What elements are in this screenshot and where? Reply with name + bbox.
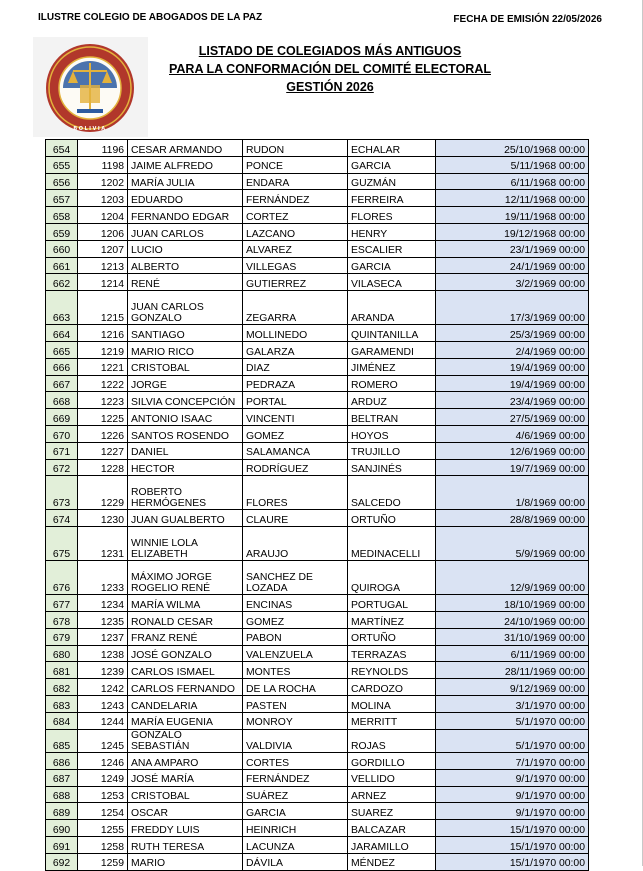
first-names-cell: ANA AMPARO (128, 752, 243, 769)
table-row (46, 679, 589, 696)
first-names-cell: FREDDY LUIS (128, 820, 243, 837)
maternal-surname-cell: ROMERO (348, 375, 436, 392)
first-names-cell: SILVIA CONCEPCIÓN (128, 392, 243, 409)
table-row (46, 190, 589, 207)
paternal-surname-cell: ALVAREZ (243, 240, 348, 257)
table-row (46, 662, 589, 679)
maternal-surname-cell: MARTÍNEZ (348, 611, 436, 628)
organization-name: ILUSTRE COLEGIO DE ABOGADOS DE LA PAZ (38, 12, 263, 23)
registration-date-cell: 24/1/1969 00:00 (436, 257, 589, 274)
row-number-cell: 679 (46, 628, 78, 645)
paternal-surname-cell: FERNÁNDEZ (243, 190, 348, 207)
table-row (46, 392, 589, 409)
row-number-cell: 687 (46, 769, 78, 786)
first-names-cell: RUTH TERESA (128, 836, 243, 853)
table-row (46, 836, 589, 853)
member-code-cell: 1225 (78, 409, 128, 426)
first-names-cell: FRANZ RENÉ (128, 628, 243, 645)
table-row (46, 274, 589, 291)
table-row (46, 561, 589, 595)
paternal-surname-cell: PABON (243, 628, 348, 645)
member-code-cell: 1245 (78, 729, 128, 752)
row-number-cell: 663 (46, 291, 78, 325)
first-names-cell: JORGE (128, 375, 243, 392)
table-row (46, 173, 589, 190)
row-number-cell: 664 (46, 325, 78, 342)
maternal-surname-cell: ORTUÑO (348, 628, 436, 645)
member-code-cell: 1235 (78, 611, 128, 628)
row-number-cell: 690 (46, 820, 78, 837)
first-names-cell: GONZALO SEBASTIÁN (128, 729, 243, 752)
member-code-cell: 1230 (78, 510, 128, 527)
maternal-surname-cell: TERRAZAS (348, 645, 436, 662)
registration-date-cell: 19/12/1968 00:00 (436, 223, 589, 240)
row-number-cell: 659 (46, 223, 78, 240)
member-code-cell: 1204 (78, 207, 128, 224)
registration-date-cell: 24/10/1969 00:00 (436, 611, 589, 628)
member-code-cell: 1202 (78, 173, 128, 190)
maternal-surname-cell: ARNEZ (348, 786, 436, 803)
row-number-cell: 662 (46, 274, 78, 291)
maternal-surname-cell: REYNOLDS (348, 662, 436, 679)
member-code-cell: 1244 (78, 712, 128, 729)
maternal-surname-cell: TRUJILLO (348, 442, 436, 459)
registration-date-cell: 28/8/1969 00:00 (436, 510, 589, 527)
row-number-cell: 685 (46, 729, 78, 752)
registration-date-cell: 12/11/1968 00:00 (436, 190, 589, 207)
registration-date-cell: 6/11/1968 00:00 (436, 173, 589, 190)
maternal-surname-cell: MERRITT (348, 712, 436, 729)
paternal-surname-cell: DE LA ROCHA (243, 679, 348, 696)
row-number-cell: 666 (46, 358, 78, 375)
member-code-cell: 1239 (78, 662, 128, 679)
registration-date-cell: 3/2/1969 00:00 (436, 274, 589, 291)
registration-date-cell: 15/1/1970 00:00 (436, 836, 589, 853)
maternal-surname-cell: ECHALAR (348, 140, 436, 157)
maternal-surname-cell: MÉNDEZ (348, 853, 436, 870)
paternal-surname-cell: GOMEZ (243, 611, 348, 628)
row-number-cell: 684 (46, 712, 78, 729)
first-names-cell: MÁXIMO JORGE ROGELIO RENÉ (128, 561, 243, 595)
registration-date-cell: 15/1/1970 00:00 (436, 853, 589, 870)
row-number-cell: 658 (46, 207, 78, 224)
paternal-surname-cell: PASTEN (243, 695, 348, 712)
paternal-surname-cell: SANCHEZ DE LOZADA (243, 561, 348, 595)
first-names-cell: MARIO (128, 853, 243, 870)
member-code-cell: 1231 (78, 527, 128, 561)
row-number-cell: 680 (46, 645, 78, 662)
row-number-cell: 661 (46, 257, 78, 274)
row-number-cell: 669 (46, 409, 78, 426)
paternal-surname-cell: FLORES (243, 476, 348, 510)
registration-date-cell: 23/4/1969 00:00 (436, 392, 589, 409)
member-code-cell: 1238 (78, 645, 128, 662)
registration-date-cell: 3/1/1970 00:00 (436, 695, 589, 712)
registration-date-cell: 19/4/1969 00:00 (436, 358, 589, 375)
table-row (46, 358, 589, 375)
first-names-cell: EDUARDO (128, 190, 243, 207)
first-names-cell: CARLOS ISMAEL (128, 662, 243, 679)
member-code-cell: 1223 (78, 392, 128, 409)
first-names-cell: DANIEL (128, 442, 243, 459)
paternal-surname-cell: LAZCANO (243, 223, 348, 240)
paternal-surname-cell: PORTAL (243, 392, 348, 409)
maternal-surname-cell: VILASECA (348, 274, 436, 291)
row-number-cell: 668 (46, 392, 78, 409)
row-number-cell: 677 (46, 595, 78, 612)
first-names-cell: CANDELARIA (128, 695, 243, 712)
first-names-cell: LUCIO (128, 240, 243, 257)
paternal-surname-cell: CORTEZ (243, 207, 348, 224)
registration-date-cell: 17/3/1969 00:00 (436, 291, 589, 325)
table-row (46, 628, 589, 645)
paternal-surname-cell: MOLLINEDO (243, 325, 348, 342)
paternal-surname-cell: SUÁREZ (243, 786, 348, 803)
row-number-cell: 670 (46, 425, 78, 442)
table-row (46, 786, 589, 803)
table-row (46, 476, 589, 510)
maternal-surname-cell: ESCALIER (348, 240, 436, 257)
table-row (46, 341, 589, 358)
maternal-surname-cell: HENRY (348, 223, 436, 240)
maternal-surname-cell: ARANDA (348, 291, 436, 325)
paternal-surname-cell: DÁVILA (243, 853, 348, 870)
table-row (46, 752, 589, 769)
table-row (46, 510, 589, 527)
member-code-cell: 1219 (78, 341, 128, 358)
first-names-cell: JUAN CARLOS GONZALO (128, 291, 243, 325)
registration-date-cell: 31/10/1969 00:00 (436, 628, 589, 645)
member-code-cell: 1229 (78, 476, 128, 510)
row-number-cell: 692 (46, 853, 78, 870)
registration-date-cell: 23/1/1969 00:00 (436, 240, 589, 257)
first-names-cell: CRISTOBAL (128, 786, 243, 803)
row-number-cell: 656 (46, 173, 78, 190)
table-row (46, 409, 589, 426)
maternal-surname-cell: MOLINA (348, 695, 436, 712)
table-row (46, 207, 589, 224)
registration-date-cell: 9/1/1970 00:00 (436, 803, 589, 820)
row-number-cell: 683 (46, 695, 78, 712)
maternal-surname-cell: PORTUGAL (348, 595, 436, 612)
table-row (46, 769, 589, 786)
member-code-cell: 1222 (78, 375, 128, 392)
first-names-cell: CRISTOBAL (128, 358, 243, 375)
first-names-cell: WINNIE LOLA ELIZABETH (128, 527, 243, 561)
first-names-cell: SANTOS ROSENDO (128, 425, 243, 442)
table-row (46, 140, 589, 157)
row-number-cell: 667 (46, 375, 78, 392)
maternal-surname-cell: JARAMILLO (348, 836, 436, 853)
table-row (46, 325, 589, 342)
paternal-surname-cell: CORTES (243, 752, 348, 769)
first-names-cell: RENÉ (128, 274, 243, 291)
first-names-cell: ANTONIO ISAAC (128, 409, 243, 426)
seal-text-bottom: BOLIVIA (73, 126, 107, 132)
member-code-cell: 1207 (78, 240, 128, 257)
row-number-cell: 681 (46, 662, 78, 679)
paternal-surname-cell: VINCENTI (243, 409, 348, 426)
table-row (46, 712, 589, 729)
registration-date-cell: 1/8/1969 00:00 (436, 476, 589, 510)
paternal-surname-cell: ENDARA (243, 173, 348, 190)
registration-date-cell: 7/1/1970 00:00 (436, 752, 589, 769)
registration-date-cell: 9/1/1970 00:00 (436, 786, 589, 803)
first-names-cell: FERNANDO EDGAR (128, 207, 243, 224)
paternal-surname-cell: MONROY (243, 712, 348, 729)
maternal-surname-cell: ORTUÑO (348, 510, 436, 527)
row-number-cell: 654 (46, 140, 78, 157)
member-code-cell: 1255 (78, 820, 128, 837)
row-number-cell: 689 (46, 803, 78, 820)
maternal-surname-cell: QUINTANILLA (348, 325, 436, 342)
paternal-surname-cell: DIAZ (243, 358, 348, 375)
row-number-cell: 672 (46, 459, 78, 476)
members-table (45, 139, 589, 871)
member-code-cell: 1249 (78, 769, 128, 786)
member-code-cell: 1206 (78, 223, 128, 240)
maternal-surname-cell: BALCAZAR (348, 820, 436, 837)
issue-date: FECHA DE EMISIÓN 22/05/2026 (453, 14, 602, 25)
bar-association-seal (33, 37, 148, 137)
paternal-surname-cell: RODRÍGUEZ (243, 459, 348, 476)
row-number-cell: 691 (46, 836, 78, 853)
registration-date-cell: 15/1/1970 00:00 (436, 820, 589, 837)
row-number-cell: 674 (46, 510, 78, 527)
member-code-cell: 1258 (78, 836, 128, 853)
maternal-surname-cell: GUZMÁN (348, 173, 436, 190)
table-row (46, 442, 589, 459)
registration-date-cell: 9/1/1970 00:00 (436, 769, 589, 786)
maternal-surname-cell: FLORES (348, 207, 436, 224)
member-code-cell: 1242 (78, 679, 128, 696)
registration-date-cell: 18/10/1969 00:00 (436, 595, 589, 612)
table-row (46, 223, 589, 240)
paternal-surname-cell: GARCIA (243, 803, 348, 820)
title-line-3: GESTIÓN 2026 (286, 80, 374, 94)
table-row (46, 820, 589, 837)
table-row (46, 375, 589, 392)
registration-date-cell: 6/11/1969 00:00 (436, 645, 589, 662)
paternal-surname-cell: RUDON (243, 140, 348, 157)
row-number-cell: 673 (46, 476, 78, 510)
member-code-cell: 1234 (78, 595, 128, 612)
member-code-cell: 1226 (78, 425, 128, 442)
first-names-cell: HECTOR (128, 459, 243, 476)
maternal-surname-cell: ARDUZ (348, 392, 436, 409)
table-row (46, 459, 589, 476)
row-number-cell: 688 (46, 786, 78, 803)
member-code-cell: 1246 (78, 752, 128, 769)
paternal-surname-cell: GUTIERREZ (243, 274, 348, 291)
paternal-surname-cell: MONTES (243, 662, 348, 679)
registration-date-cell: 27/5/1969 00:00 (436, 409, 589, 426)
member-code-cell: 1253 (78, 786, 128, 803)
member-code-cell: 1215 (78, 291, 128, 325)
first-names-cell: MARIO RICO (128, 341, 243, 358)
member-code-cell: 1233 (78, 561, 128, 595)
first-names-cell: MARÍA JULIA (128, 173, 243, 190)
table-row (46, 156, 589, 173)
first-names-cell: OSCAR (128, 803, 243, 820)
table-row (46, 645, 589, 662)
first-names-cell: ALBERTO (128, 257, 243, 274)
row-number-cell: 678 (46, 611, 78, 628)
maternal-surname-cell: HOYOS (348, 425, 436, 442)
member-code-cell: 1214 (78, 274, 128, 291)
row-number-cell: 655 (46, 156, 78, 173)
first-names-cell: JOSÉ MARÍA (128, 769, 243, 786)
paternal-surname-cell: VALDIVIA (243, 729, 348, 752)
registration-date-cell: 12/6/1969 00:00 (436, 442, 589, 459)
member-code-cell: 1237 (78, 628, 128, 645)
member-code-cell: 1243 (78, 695, 128, 712)
registration-date-cell: 25/3/1969 00:00 (436, 325, 589, 342)
maternal-surname-cell: SUAREZ (348, 803, 436, 820)
paternal-surname-cell: ZEGARRA (243, 291, 348, 325)
maternal-surname-cell: QUIROGA (348, 561, 436, 595)
first-names-cell: SANTIAGO (128, 325, 243, 342)
first-names-cell: ROBERTO HERMÓGENES (128, 476, 243, 510)
registration-date-cell: 5/1/1970 00:00 (436, 729, 589, 752)
table-row (46, 257, 589, 274)
member-code-cell: 1228 (78, 459, 128, 476)
row-number-cell: 660 (46, 240, 78, 257)
row-number-cell: 676 (46, 561, 78, 595)
first-names-cell: CESAR ARMANDO (128, 140, 243, 157)
table-row (46, 240, 589, 257)
maternal-surname-cell: CARDOZO (348, 679, 436, 696)
paternal-surname-cell: GALARZA (243, 341, 348, 358)
member-code-cell: 1227 (78, 442, 128, 459)
table-row (46, 729, 589, 752)
maternal-surname-cell: GORDILLO (348, 752, 436, 769)
member-code-cell: 1216 (78, 325, 128, 342)
row-number-cell: 675 (46, 527, 78, 561)
maternal-surname-cell: GARAMENDI (348, 341, 436, 358)
member-code-cell: 1213 (78, 257, 128, 274)
row-number-cell: 671 (46, 442, 78, 459)
paternal-surname-cell: VALENZUELA (243, 645, 348, 662)
registration-date-cell: 5/11/1968 00:00 (436, 156, 589, 173)
registration-date-cell: 19/11/1968 00:00 (436, 207, 589, 224)
maternal-surname-cell: GARCIA (348, 156, 436, 173)
table-row (46, 425, 589, 442)
title-line-2: PARA LA CONFORMACIÓN DEL COMITÉ ELECTORAL (169, 62, 491, 76)
title-line-1: LISTADO DE COLEGIADOS MÁS ANTIGUOS (198, 44, 462, 58)
first-names-cell: JUAN GUALBERTO (128, 510, 243, 527)
registration-date-cell: 2/4/1969 00:00 (436, 341, 589, 358)
paternal-surname-cell: HEINRICH (243, 820, 348, 837)
member-code-cell: 1198 (78, 156, 128, 173)
registration-date-cell: 28/11/1969 00:00 (436, 662, 589, 679)
member-code-cell: 1196 (78, 140, 128, 157)
paternal-surname-cell: PONCE (243, 156, 348, 173)
table-row (46, 291, 589, 325)
paternal-surname-cell: ENCINAS (243, 595, 348, 612)
row-number-cell: 657 (46, 190, 78, 207)
member-code-cell: 1254 (78, 803, 128, 820)
row-number-cell: 682 (46, 679, 78, 696)
maternal-surname-cell: SANJINÉS (348, 459, 436, 476)
paternal-surname-cell: ARAUJO (243, 527, 348, 561)
member-code-cell: 1221 (78, 358, 128, 375)
paternal-surname-cell: VILLEGAS (243, 257, 348, 274)
maternal-surname-cell: MEDINACELLI (348, 527, 436, 561)
member-code-cell: 1259 (78, 853, 128, 870)
maternal-surname-cell: GARCIA (348, 257, 436, 274)
table-row (46, 611, 589, 628)
paternal-surname-cell: FERNÁNDEZ (243, 769, 348, 786)
table-row (46, 803, 589, 820)
registration-date-cell: 19/4/1969 00:00 (436, 375, 589, 392)
registration-date-cell: 12/9/1969 00:00 (436, 561, 589, 595)
paternal-surname-cell: CLAURE (243, 510, 348, 527)
maternal-surname-cell: BELTRAN (348, 409, 436, 426)
document-title (150, 42, 510, 96)
first-names-cell: CARLOS FERNANDO (128, 679, 243, 696)
registration-date-cell: 9/12/1969 00:00 (436, 679, 589, 696)
table-row (46, 595, 589, 612)
paternal-surname-cell: LACUNZA (243, 836, 348, 853)
paternal-surname-cell: SALAMANCA (243, 442, 348, 459)
member-code-cell: 1203 (78, 190, 128, 207)
first-names-cell: JUAN CARLOS (128, 223, 243, 240)
table-row (46, 527, 589, 561)
registration-date-cell: 25/10/1968 00:00 (436, 140, 589, 157)
maternal-surname-cell: ROJAS (348, 729, 436, 752)
registration-date-cell: 5/1/1970 00:00 (436, 712, 589, 729)
table-row (46, 853, 589, 870)
seal-icon (33, 37, 148, 137)
first-names-cell: JAIME ALFREDO (128, 156, 243, 173)
registration-date-cell: 5/9/1969 00:00 (436, 527, 589, 561)
first-names-cell: RONALD CESAR (128, 611, 243, 628)
maternal-surname-cell: VELLIDO (348, 769, 436, 786)
paternal-surname-cell: GOMEZ (243, 425, 348, 442)
paternal-surname-cell: PEDRAZA (243, 375, 348, 392)
row-number-cell: 686 (46, 752, 78, 769)
maternal-surname-cell: FERREIRA (348, 190, 436, 207)
first-names-cell: JOSÉ GONZALO (128, 645, 243, 662)
table-row (46, 695, 589, 712)
maternal-surname-cell: SALCEDO (348, 476, 436, 510)
registration-date-cell: 19/7/1969 00:00 (436, 459, 589, 476)
registration-date-cell: 4/6/1969 00:00 (436, 425, 589, 442)
first-names-cell: MARÍA EUGENIA (128, 712, 243, 729)
row-number-cell: 665 (46, 341, 78, 358)
maternal-surname-cell: JIMÉNEZ (348, 358, 436, 375)
first-names-cell: MARÍA WILMA (128, 595, 243, 612)
